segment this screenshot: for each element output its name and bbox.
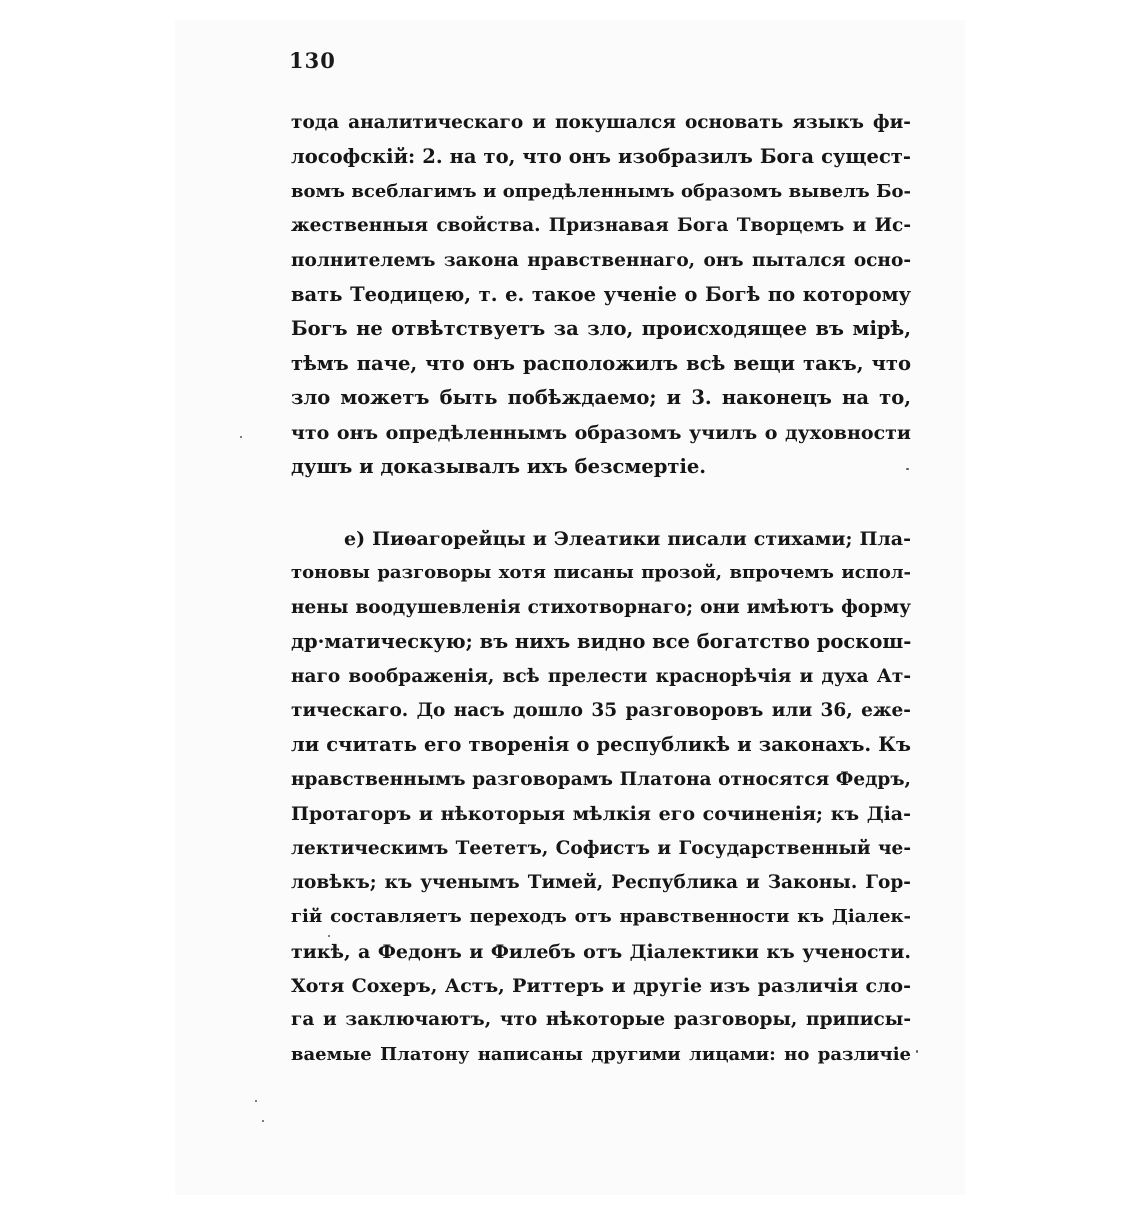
text-line: тода аналитическаго и покушался основать языкъ фи- xyxy=(291,112,911,133)
text-line: тическаго. До насъ дошло 35 разговоровъ или 36, еже- xyxy=(291,699,911,721)
text-line: зло можетъ быть побѣждаемо; и 3. наконецъ на то, xyxy=(291,386,911,410)
text-line: гій составляетъ переходъ отъ нравственности къ Діалек- xyxy=(291,906,911,928)
text-line: вомъ всеблагимъ и опредѣленнымъ образомъ вывелъ Бо- xyxy=(291,180,911,202)
text-line: ваемые Платону написаны другими лицами: но различіе xyxy=(291,1043,911,1065)
scan-speck xyxy=(255,1100,257,1102)
scan-speck xyxy=(328,935,330,937)
text-line: га и заключаютъ, что нѣкоторые разговоры, приписы- xyxy=(291,1009,911,1031)
scan-speck xyxy=(240,436,242,438)
text-line: что онъ опредѣленнымъ образомъ училъ о духовности xyxy=(291,421,911,444)
text-line: тѣмъ паче, что онъ расположилъ всѣ вещи такъ, что xyxy=(291,351,911,375)
text-line: тикѣ, а Федонъ и Филебъ отъ Діалектики къ учености. xyxy=(291,940,911,963)
page-number: 130 xyxy=(289,48,336,73)
text-line: душъ и доказывалъ ихъ безсмертіе. xyxy=(291,454,707,478)
text-line: нены воодушевленія стихотворнаго; они имѣютъ форму xyxy=(291,596,911,618)
text-line: вать Теодицею, т. е. такое ученіе о Богѣ по которому xyxy=(291,282,911,306)
text-line: ли считать его творенія о республикѣ и законахъ. Къ xyxy=(291,733,911,757)
text-line: наго воображенія, всѣ прелести краснорѣчія и духа Ат- xyxy=(291,665,911,687)
text-line: лософскій: 2. на то, что онъ изобразилъ Бога сущест- xyxy=(291,145,911,169)
paragraph-e xyxy=(291,522,911,1072)
text-line: нравственнымъ разговорамъ Платона относятся Федръ, xyxy=(291,768,911,790)
text-line: лектическимъ Теететъ, Софистъ и Государственный че- xyxy=(291,837,911,859)
text-line: др·матическую; въ нихъ видно все богатство роскош- xyxy=(291,630,911,654)
scan-speck xyxy=(916,1050,918,1053)
text-line: полнителемъ закона нравственнаго, онъ пытался осно- xyxy=(291,249,911,271)
paragraph-continuation xyxy=(291,106,911,484)
text-line: Хотя Сохеръ, Астъ, Риттеръ и другіе изъ различія сло- xyxy=(291,975,911,998)
text-line: ловѣкъ; къ ученымъ Тимей, Республика и Законы. Гор- xyxy=(291,871,911,893)
text-line: Богъ не отвѣтствуетъ за зло, происходящее въ мірѣ, xyxy=(291,317,911,341)
text-line: жественныя свойства. Признавая Бога Творцемъ и Ис- xyxy=(291,215,911,237)
text-line: тоновы разговоры хотя писаны прозой, впрочемъ испол- xyxy=(291,562,911,584)
text-line: е) Пиѳагорейцы и Элеатики писали стихами; Пла- xyxy=(344,528,911,550)
scan-speck xyxy=(906,468,909,470)
scan-speck xyxy=(262,1120,264,1122)
text-line: Протагоръ и нѣкоторыя мѣлкія его сочиненія; къ Діа- xyxy=(291,803,911,826)
